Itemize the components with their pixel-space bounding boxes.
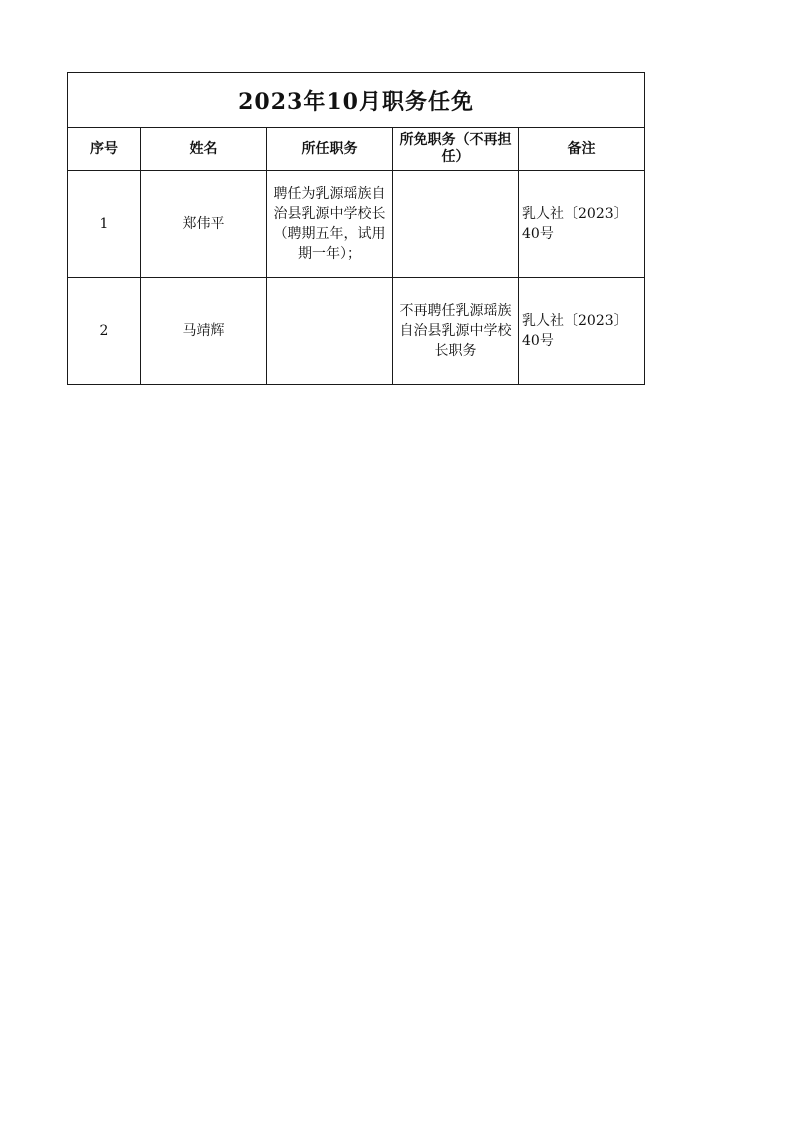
column-header-appointed: 所任职务 xyxy=(267,128,393,171)
row-removed: 不再聘任乳源瑶族自治县乳源中学校长职务 xyxy=(393,278,519,385)
row-note: 乳人社〔2023〕40号 xyxy=(519,171,645,278)
table-row xyxy=(68,278,645,385)
row-index: 2 xyxy=(68,278,141,385)
row-name: 马靖辉 xyxy=(141,278,267,385)
row-appointed: 聘任为乳源瑶族自治县乳源中学校长（聘期五年，试用期一年）； xyxy=(267,171,393,278)
column-header-removed: 所免职务（不再担任） xyxy=(393,128,519,171)
header-row xyxy=(68,128,645,171)
table-row xyxy=(68,171,645,278)
column-header-name: 姓名 xyxy=(141,128,267,171)
row-appointed xyxy=(267,278,393,385)
appointment-table xyxy=(67,72,645,385)
page-title: 2023年10月职务任免 xyxy=(68,73,645,128)
row-note: 乳人社〔2023〕40号 xyxy=(519,278,645,385)
title-row xyxy=(68,73,645,128)
column-header-note: 备注 xyxy=(519,128,645,171)
row-removed xyxy=(393,171,519,278)
row-index: 1 xyxy=(68,171,141,278)
row-name: 郑伟平 xyxy=(141,171,267,278)
column-header-index: 序号 xyxy=(68,128,141,171)
